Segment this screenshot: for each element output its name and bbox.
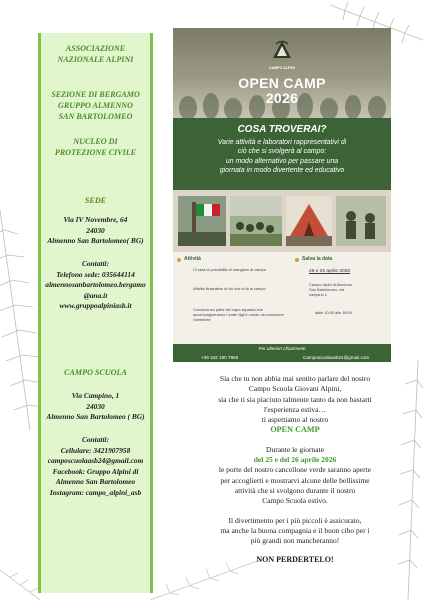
durante-line: Durante le giornate [266,444,324,454]
photo-activity [336,196,386,246]
intro-line: ti aspettiamo al nostro [261,415,329,425]
desc-line: ciò che si svolgerà al campo: [237,148,327,156]
place-line: Campo alpini di Almenno [309,282,353,287]
intro-line: l'esperienza estiva… [264,404,326,414]
event-place [309,282,387,297]
civil-protection-line: PROTEZIONE CIVILE [54,148,137,157]
org-name-line: NAZIONALE ALPINI [57,55,134,64]
logo-caption: CAMPO ALPINI [268,66,296,70]
campo-phone-line: Cellulare: 3421907958 [60,445,131,455]
para2-line: attività che si svolgono durante il nostro [234,485,356,495]
poster-title: OPEN CAMP [238,75,326,91]
photo-group-field [230,196,282,246]
para3-line: Il divertimento per i più piccoli è assicurato, [228,515,362,525]
campo-address-line: Via Campino, 1 [71,391,120,400]
cosa-troverai-description [183,138,381,175]
photo-strip [173,190,391,252]
attivita-item: Attività illustrative di ciò che si fa al campo [193,286,266,291]
final-callout: NON PERDERTELO! [256,555,334,565]
instagram-line[interactable]: Instagram: campo_alpini_asb [49,487,142,497]
event-time: dalle 10:00 alle 18:00 [315,310,352,315]
campo-alpini-logo [267,38,297,66]
place-line: campino 1 [309,292,327,297]
event-date: 25 e 26 aprile 2026 [309,269,351,274]
contatti-heading: Contatti: [81,259,110,268]
campo-address-line: Almenno San Bartolomeo ( BG) [46,412,145,421]
civil-protection-line: NUCLEO DI [73,137,118,146]
sede-address-line: Almenno San Bartolomeo( BG) [47,236,144,245]
section-line: SAN BARTOLOMEO [58,112,133,121]
sede-address-line: 24030 [86,225,105,235]
contact-sidebar [38,33,153,593]
open-camp-poster [173,28,391,362]
para3-line: ma anche la buona compagnia e il buon cibo per i [220,525,370,535]
campo-scuola-heading: CAMPO SCUOLA [64,368,127,377]
sede-email-line[interactable]: @ana.it [83,290,108,300]
facebook-line[interactable]: Facebook: Gruppo Alpini di [52,466,139,476]
para3-line: più grandi non mancheranno! [250,536,340,546]
intro-line: Campo Scuola Giovani Alpini, [248,384,342,394]
para2-line: per accoglierti e mostrarvi alcune delle bellissime [220,475,370,485]
salva-heading: Salva la data [302,256,333,262]
dates-highlight: del 25 e del 26 aprile 2026 [253,455,337,465]
open-camp-highlight: OPEN CAMP [270,425,320,435]
photo-flag-ceremony [178,196,226,246]
section-line: SEZIONE DI BERGAMO [51,90,140,99]
website-link[interactable]: www.gruppoalpiniasb.it [59,301,132,310]
sede-email-line[interactable]: almennosanbartolomeo.bergamo [45,280,146,289]
attivita-section [173,252,293,344]
campo-email-line[interactable]: camposcuolaasb24@gmail.com [47,456,144,465]
campo-address-line: 24030 [86,401,105,411]
cosa-troverai-title: COSA TROVERAI? [237,124,327,135]
poster-year: 2026 [265,90,299,106]
photo-tent [286,196,332,246]
attivita-heading: Attività [184,256,201,262]
intro-line: sia che ti sia piaciuto talmente tanto da non bastarti [218,394,372,404]
invitation-text [190,374,400,566]
desc-line: Varie attività e laboratori rappresentativi di [217,139,347,146]
footer-caption: Per ulteriori chiarimenti [258,346,306,351]
attivita-item: Ci sarà la possibilità di mangiare al campo [193,267,266,272]
footer-phone: +39 342 190 7958 [201,355,239,360]
attivita-item: Conoscenza parte del capo squadra che accompagneranno i vostri figli in modo da conoscere l'ambiente [193,307,284,322]
desc-line: giornata in modo divertente ed educativo [219,166,345,174]
desc-line: un modo alternativo per passare una [225,157,339,165]
footer-email[interactable]: Camposcuolaasb24@gmail.com [303,355,370,360]
para2-line: Campo Scuola estivo. [262,496,328,506]
intro-line: Sia che tu non abbia mai sentito parlare del nostro [219,374,371,383]
para2-line: le porte del nostro cancellone verde saranno aperte [218,465,372,475]
campo-contatti-heading: Contatti: [81,435,110,444]
section-line: GRUPPO ALMENNO [57,101,134,110]
org-name-line: ASSOCIAZIONE [65,44,126,53]
salva-la-data-section [293,252,391,344]
place-line: San Bartolomeo, via [309,287,345,292]
facebook-line[interactable]: Almenno San Bartolomeo [55,477,136,486]
sede-heading: SEDE [84,196,107,205]
sede-contact-line: Telefono sede: 035644114 [56,269,135,279]
sede-address-line: Via IV Novembre, 64 [63,215,128,224]
